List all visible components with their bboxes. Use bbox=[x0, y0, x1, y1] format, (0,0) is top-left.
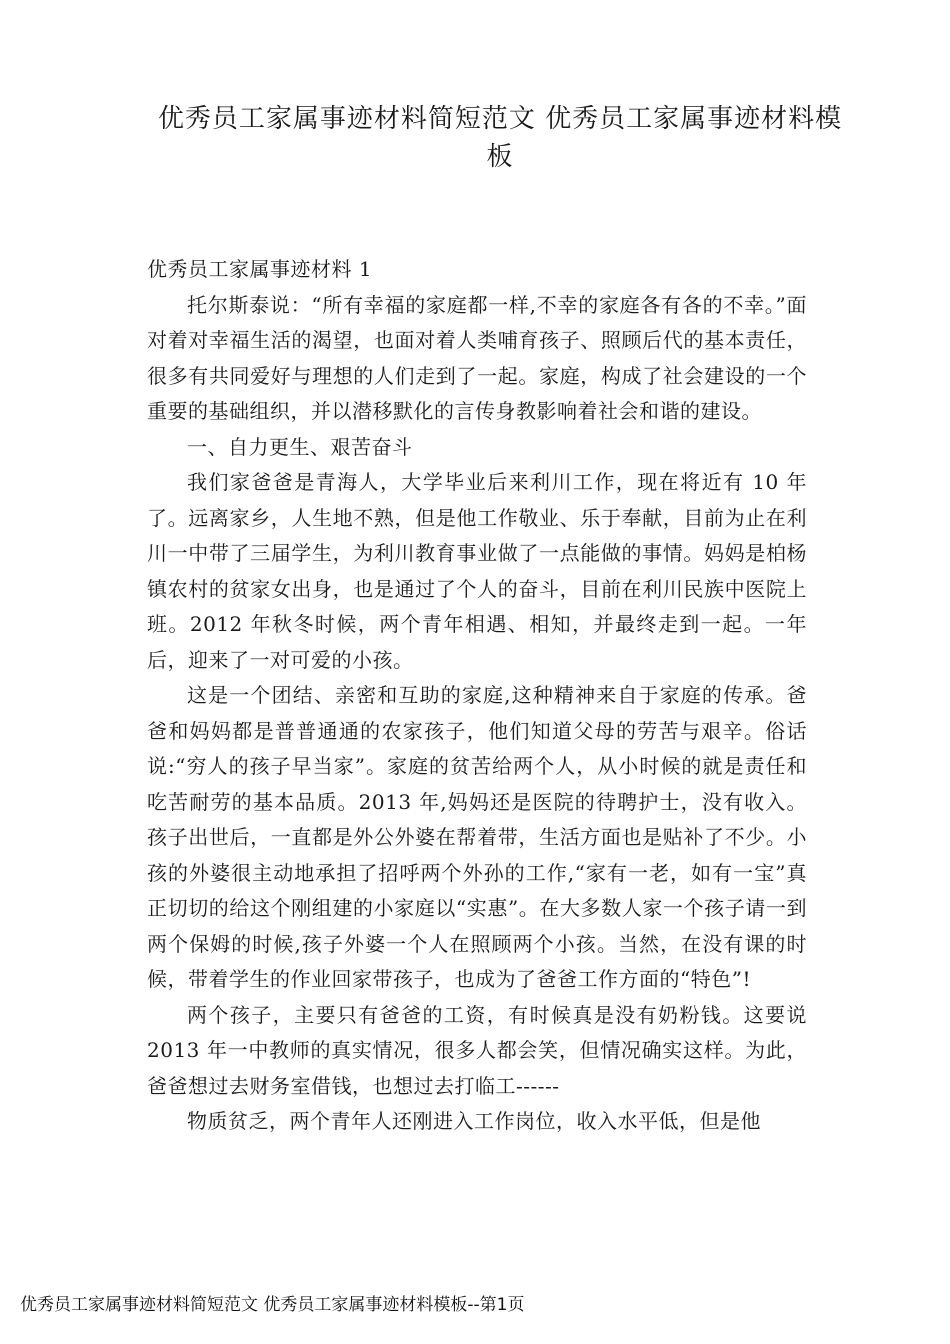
document-body bbox=[147, 252, 807, 1140]
paragraph-intro: 托尔斯泰说：“所有幸福的家庭都一样,不幸的家庭各有各的不幸。”面对着对幸福生活的渴望，也面对着人类哺育孩子、照顾后代的基本责任，很多有共同爱好与理想的人们走到了一起。家庭，构成了社会建设的一个重要的基础组织，并以潜移默化的言传身教影响着社会和谐的建设。 bbox=[147, 292, 807, 423]
paragraph-family-unity: 这是一个团结、亲密和互助的家庭,这种精神来自于家庭的传承。爸爸和妈妈都是普普通通的农家孩子，他们知道父母的劳苦与艰辛。俗话说:“穷人的孩子早当家”。家庭的贫苦给两个人，从小时候的就是责任和吃苦耐劳的基本品质。2013 年,妈妈还是医院的待聘护士，没有收入。孩子出世后，一直都是外公外婆在帮着带，生活方面也是贴补了不少。小孩的外婆很主动地承担了招呼两个外孙的工作,“家有一老，如有一宝”真正切切的给这个刚组建的小家庭以“实惠”。在大多数人家一个孩子请一到两个保姆的时候,孩子外婆一个人在照顾两个小孩。当然，在没有课的时候，带着学生的作业回家带孩子，也成为了爸爸工作方面的“特色”! bbox=[147, 683, 807, 991]
paragraph-material-poverty: 物质贫乏，两个青年人还刚进入工作岗位，收入水平低，但是他 bbox=[187, 1109, 761, 1133]
page-footer: 优秀员工家属事迹材料简短范文 优秀员工家属事迹材料模板--第1页 bbox=[20, 1295, 525, 1315]
paragraph-family-background: 我们家爸爸是青海人，大学毕业后来利川工作，现在将近有 10 年了。远离家乡，人生地不熟，但是他工作敬业、乐于奉献，目前为止在利川一中带了三届学生，为利川教育事业做了一点能做的事情。妈妈是柏杨镇农村的贫家女出身，也是通过了个人的奋斗，目前在利川民族中医院上班。2012 年秋冬时候，两个青年相遇、相知，并最终走到一起。一年后，迎来了一对可爱的小孩。 bbox=[147, 470, 807, 672]
document-title: 优秀员工家属事迹材料简短范文 优秀员工家属事迹材料模板 bbox=[157, 104, 843, 172]
section-heading: 优秀员工家属事迹材料 1 bbox=[147, 257, 373, 281]
paragraph-finances: 两个孩子，主要只有爸爸的工资，有时候真是没有奶粉钱。这要说 2013 年一中教师的真实情况，很多人都会笑，但情况确实这样。为此，爸爸想过去财务室借钱，也想过去打临工------ bbox=[147, 1002, 807, 1098]
subheading-self-reliance: 一、自力更生、艰苦奋斗 bbox=[187, 434, 413, 459]
